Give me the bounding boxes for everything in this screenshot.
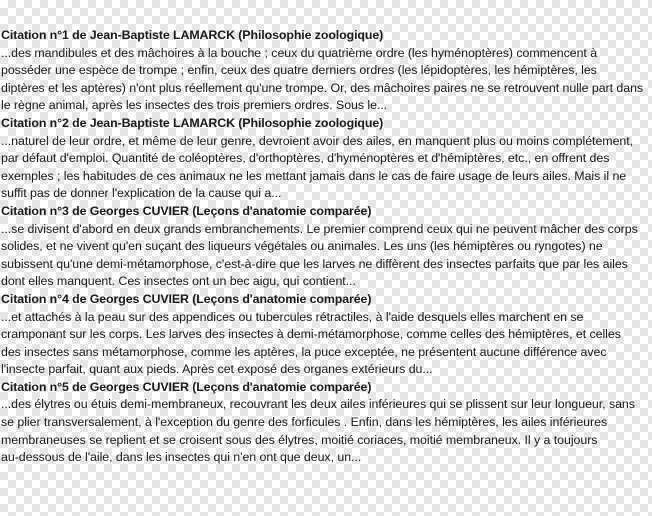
citation-line: ...naturel de leur ordre, et même de leur genre, devroient avoir des ailes, en manquent plus ou moins complétement, (1, 133, 634, 148)
citation-title: Citation n°3 de Georges CUVIER (Leçons d'anatomie comparée) (1, 203, 372, 218)
citation-line: subissent qu'une demi-métamorphose, c'est-à-dire que les larves ne diffèrent des insectes parfaits que par les ailes (1, 256, 628, 271)
citation-line: au-dessous de l'aile, dans les insectes qui n'en ont que deux, un... (1, 450, 362, 465)
citation-line: posséder une espèce de trompe ; enfin, ceux des quatre derniers ordres (les lépidoptères, les hémiptères, les (1, 63, 597, 78)
citation-line: ...et attachés à la peau sur des appendices ou tubercules rétractiles, à l'aide desquels elles marchent en se (1, 309, 584, 324)
citation-title: Citation n°4 de Georges CUVIER (Leçons d'anatomie comparée) (1, 291, 372, 306)
citation-line: le règne animal, après les insectes des trois premiers ordres. Sous le... (1, 98, 388, 113)
citation-line: suffit pas de donner l'explication de la cause qui a... (1, 186, 282, 201)
citation-4 (0, 291, 648, 379)
citation-line: cramponant sur les corps. Les larves des insectes à demi-métamorphose, comme celles des hémiptères, et celles (1, 327, 621, 342)
citation-title: Citation n°1 de Jean-Baptiste LAMARCK (Philosophie zoologique) (1, 28, 384, 42)
citation-line: l'insecte parfait, quant aux pieds. Après cet exposé des organes extérieurs du... (1, 362, 433, 377)
citation-line: par défaut d'emploi. Quantité de coléoptères, d'orthoptères, d'hyménoptères et d'hémiptères, etc., en offrent des (1, 151, 610, 166)
citation-5 (0, 379, 648, 467)
citation-title: Citation n°2 de Jean-Baptiste LAMARCK (Philosophie zoologique) (1, 115, 384, 130)
citation-line: membraneuses se replient et se croisent sous des élytres, moitié coriaces, moitié membraneux. Il y a toujours (1, 432, 598, 447)
citation-text (0, 396, 648, 466)
citation-text (0, 221, 648, 291)
citation-line: se plier transversalement, à l'exception du genre des forficules . Enfin, dans les hémiptères, les ailes inférieures (1, 415, 608, 430)
citation-title: Citation n°5 de Georges CUVIER (Leçons d'anatomie comparée) (1, 379, 372, 394)
citation-text (0, 133, 648, 203)
citation-line: ...des élytres ou étuis demi-membraneux, recouvrant les deux ailes inférieures qui se plissent sur leur longueur, sans (1, 397, 635, 412)
citation-line: exemples ; les habitudes de ces animaux ne les mettant jamais dans le cas de faire usage de leurs ailes. Mais il ne (1, 168, 627, 183)
citation-line: ...des mandibules et des mâchoires à la bouche ; ceux du quatrième ordre (les hyménoptères) commencent à (1, 45, 598, 60)
citation-2 (0, 115, 648, 203)
citation-line: solides, et ne vivent qu'en suçant des liqueurs végétales ou animales. Les uns (les hémiptères ou ryngotes) ne (1, 239, 603, 254)
citations-document (0, 27, 648, 467)
citation-line: diptères et les aptères) n'ont plus réellement qu'une trompe. Or, des mâchoires paires ne se retrouvent nulle part dans (1, 80, 644, 95)
citation-3 (0, 203, 648, 291)
citation-text (0, 45, 648, 115)
citation-text (0, 309, 648, 379)
citation-line: dont elles manquent. Ces insectes ont un bec aigu, qui contient... (1, 274, 356, 289)
citation-1 (0, 27, 648, 115)
citation-line: ...se divisent d'abord en deux grands embranchements. Le premier comprend ceux qui ne peuvent mâcher des corps (1, 221, 638, 236)
citation-line: des insectes sans métamorphose, comme les aptères, la puce exceptée, ne présentent aucune différence avec (1, 344, 607, 359)
